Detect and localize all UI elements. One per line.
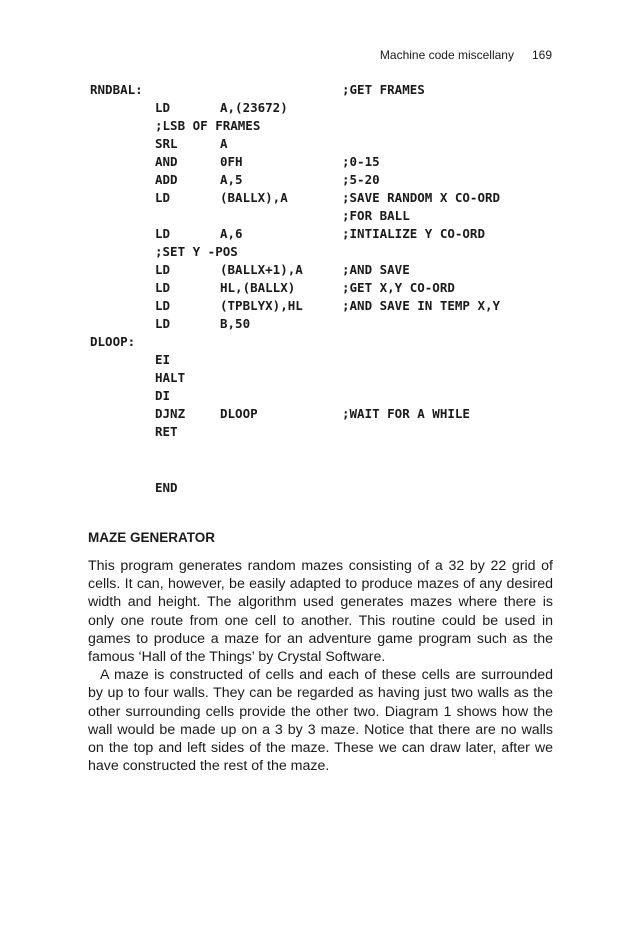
code-comment-line: ;LSB OF FRAMES bbox=[155, 118, 261, 133]
code-opcode: DI bbox=[155, 388, 171, 403]
code-label: RNDBAL: bbox=[90, 82, 143, 97]
code-opcode: LD bbox=[155, 226, 171, 241]
code-comment: ;GET FRAMES bbox=[342, 82, 425, 97]
code-opcode: LD bbox=[155, 316, 171, 331]
paragraph: This program generates random mazes consisting of a 32 by 22 grid of cells. It can, however, be easily adapted to produce mazes of any desired width and height. The algorithm used generates mazes where there is only one route from one cell to another. This routine could be used in games to produce a maze for an adventure game program such as the famous ‘Hall of the Things’ by Crystal Software. bbox=[88, 558, 553, 666]
code-comment: ;AND SAVE IN TEMP X,Y bbox=[342, 298, 501, 313]
code-comment: ;INTIALIZE Y CO-ORD bbox=[342, 226, 485, 241]
code-opcode: LD bbox=[155, 100, 171, 115]
code-operand: HL,(BALLX) bbox=[220, 280, 296, 295]
code-opcode: LD bbox=[155, 262, 171, 277]
code-comment: ;GET X,Y CO-ORD bbox=[342, 280, 455, 295]
code-opcode: EI bbox=[155, 352, 171, 367]
code-opcode: LD bbox=[155, 280, 171, 295]
section-body bbox=[88, 557, 553, 775]
code-operand: (BALLX),A bbox=[220, 190, 288, 205]
code-operand: (TPBLYX),HL bbox=[220, 298, 303, 313]
code-operand: A,(23672) bbox=[220, 100, 288, 115]
code-comment: ;5-20 bbox=[342, 172, 380, 187]
code-operand: (BALLX+1),A bbox=[220, 262, 303, 277]
code-operand: A,5 bbox=[220, 172, 243, 187]
code-operand: B,50 bbox=[220, 316, 251, 331]
code-opcode: END bbox=[155, 480, 178, 495]
code-operand: 0FH bbox=[220, 154, 243, 169]
code-opcode: ADD bbox=[155, 172, 178, 187]
code-opcode: AND bbox=[155, 154, 178, 169]
code-comment: ;0-15 bbox=[342, 154, 380, 169]
code-comment: ;WAIT FOR A WHILE bbox=[342, 406, 470, 421]
code-opcode: LD bbox=[155, 298, 171, 313]
section-heading: MAZE GENERATOR bbox=[88, 530, 216, 545]
running-title: Machine code miscellany bbox=[379, 48, 514, 62]
code-opcode: LD bbox=[155, 190, 171, 205]
code-opcode: SRL bbox=[155, 136, 178, 151]
code-opcode: RET bbox=[155, 424, 178, 439]
running-header bbox=[0, 48, 552, 62]
code-opcode: HALT bbox=[155, 370, 186, 385]
page-number: 169 bbox=[531, 48, 552, 62]
code-comment: ;AND SAVE bbox=[342, 262, 410, 277]
code-comment: ;FOR BALL bbox=[342, 208, 410, 223]
code-opcode: DJNZ bbox=[155, 406, 186, 421]
code-comment: ;SAVE RANDOM X CO-ORD bbox=[342, 190, 501, 205]
code-comment-line: ;SET Y -POS bbox=[155, 244, 238, 259]
code-operand: A bbox=[220, 136, 228, 151]
code-operand: DLOOP bbox=[220, 406, 258, 421]
code-operand: A,6 bbox=[220, 226, 243, 241]
paragraph: A maze is constructed of cells and each of these cells are surrounded by up to four walls. They can be regarded as having just two walls as the other surrounding cells provide the other two. Diagram 1 shows how the wall would be made up on a 3 by 3 maze. Notice that there are no walls on the top and left sides of the maze. These we can draw later, after we have constructed the rest of the maze. bbox=[88, 667, 553, 775]
code-label: DLOOP: bbox=[90, 334, 136, 349]
